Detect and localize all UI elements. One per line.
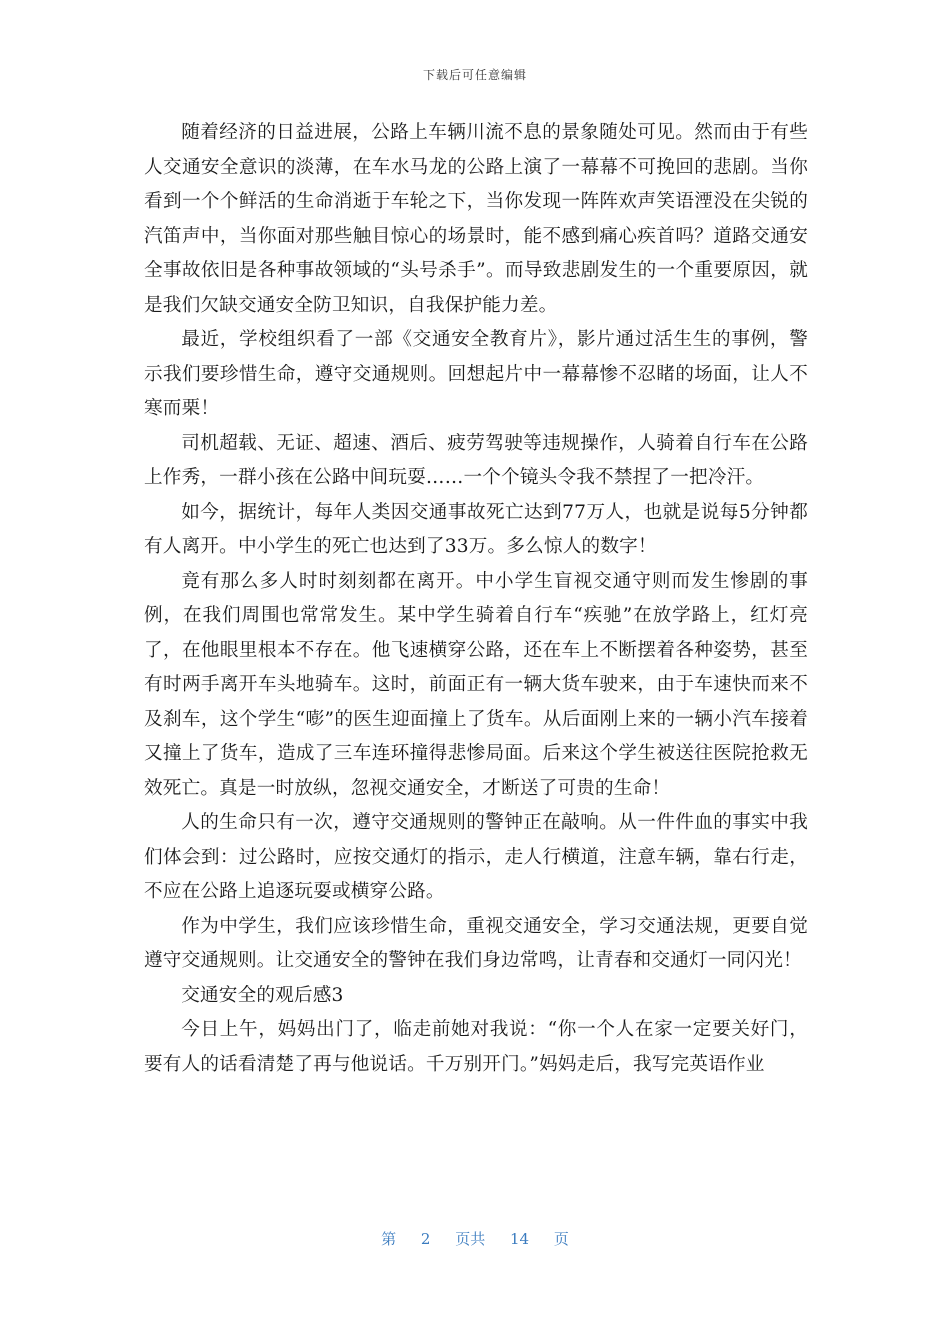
paragraph-8: 今日上午，妈妈出门了，临走前她对我说：“你一个人在家一定要关好门，要有人的话看清楚了再与他说话。千万别开门。”妈妈走后，我写完英语作业 <box>144 1019 808 1075</box>
document-body <box>144 116 808 1082</box>
footer-page-number: 2 <box>420 1230 431 1248</box>
paragraph-6: 人的生命只有一次，遵守交通规则的警钟正在敲响。从一件件血的事实中我们体会到：过公路时，应按交通灯的指示，走人行横道，注意车辆，靠右行走，不应在公路上追逐玩耍或横穿公路。 <box>144 812 808 902</box>
section-heading: 交通安全的观后感3 <box>181 984 344 1006</box>
footer-middle: 页共 <box>455 1230 486 1248</box>
page-footer <box>0 1228 950 1249</box>
paragraph-7: 作为中学生，我们应该珍惜生命，重视交通安全，学习交通法规，更要自觉遵守交通规则。让交通安全的警钟在我们身边常鸣，让青春和交通灯一同闪光！ <box>144 915 808 971</box>
footer-prefix: 第 <box>381 1230 397 1248</box>
footer-total-pages: 14 <box>510 1230 530 1248</box>
paragraph-1: 随着经济的日益进展，公路上车辆川流不息的景象随处可见。然而由于有些人交通安全意识的淡薄，在车水马龙的公路上演了一幕幕不可挽回的悲剧。当你看到一个个鲜活的生命消逝于车轮之下，当你发现一阵阵欢声笑语湮没在尖锐的汽笛声中，当你面对那些触目惊心的场景时，能不感到痛心疾首吗？道路交通安全事故依旧是各种事故领域的“头号杀手”。而导致悲剧发生的一个重要原因，就是我们欠缺交通安全防卫知识，自我保护能力差。 <box>144 122 808 316</box>
paragraph-2: 最近，学校组织看了一部《交通安全教育片》，影片通过活生生的事例，警示我们要珍惜生命，遵守交通规则。回想起片中一幕幕惨不忍睹的场面，让人不寒而栗！ <box>144 329 808 419</box>
paragraph-5: 竟有那么多人时时刻刻都在离开。中小学生盲视交通守则而发生惨剧的事例，在我们周围也常常发生。某中学生骑着自行车“疾驰”在放学路上，红灯亮了，在他眼里根本不存在。他飞速横穿公路，还在车上不断摆着各种姿势，甚至有时两手离开车头地骑车。这时，前面正有一辆大货车驶来，由于车速快而来不及刹车，这个学生“嘭”的医生迎面撞上了货车。从后面刚上来的一辆小汽车接着又撞上了货车，造成了三车连环撞得悲惨局面。后来这个学生被送往医院抢救无效死亡。真是一时放纵，忽视交通安全，才断送了可贵的生命！ <box>144 570 808 799</box>
paragraph-4: 如今，据统计，每年人类因交通事故死亡达到77万人，也就是说每5分钟都有人离开。中小学生的死亡也达到了33万。多么惊人的数字！ <box>144 501 808 557</box>
paragraph-3: 司机超载、无证、超速、酒后、疲劳驾驶等违规操作，人骑着自行车在公路上作秀，一群小孩在公路中间玩耍……一个个镜头令我不禁捏了一把冷汗。 <box>144 432 808 488</box>
footer-suffix: 页 <box>553 1230 569 1248</box>
header-note: 下载后可任意编辑 <box>422 68 527 82</box>
